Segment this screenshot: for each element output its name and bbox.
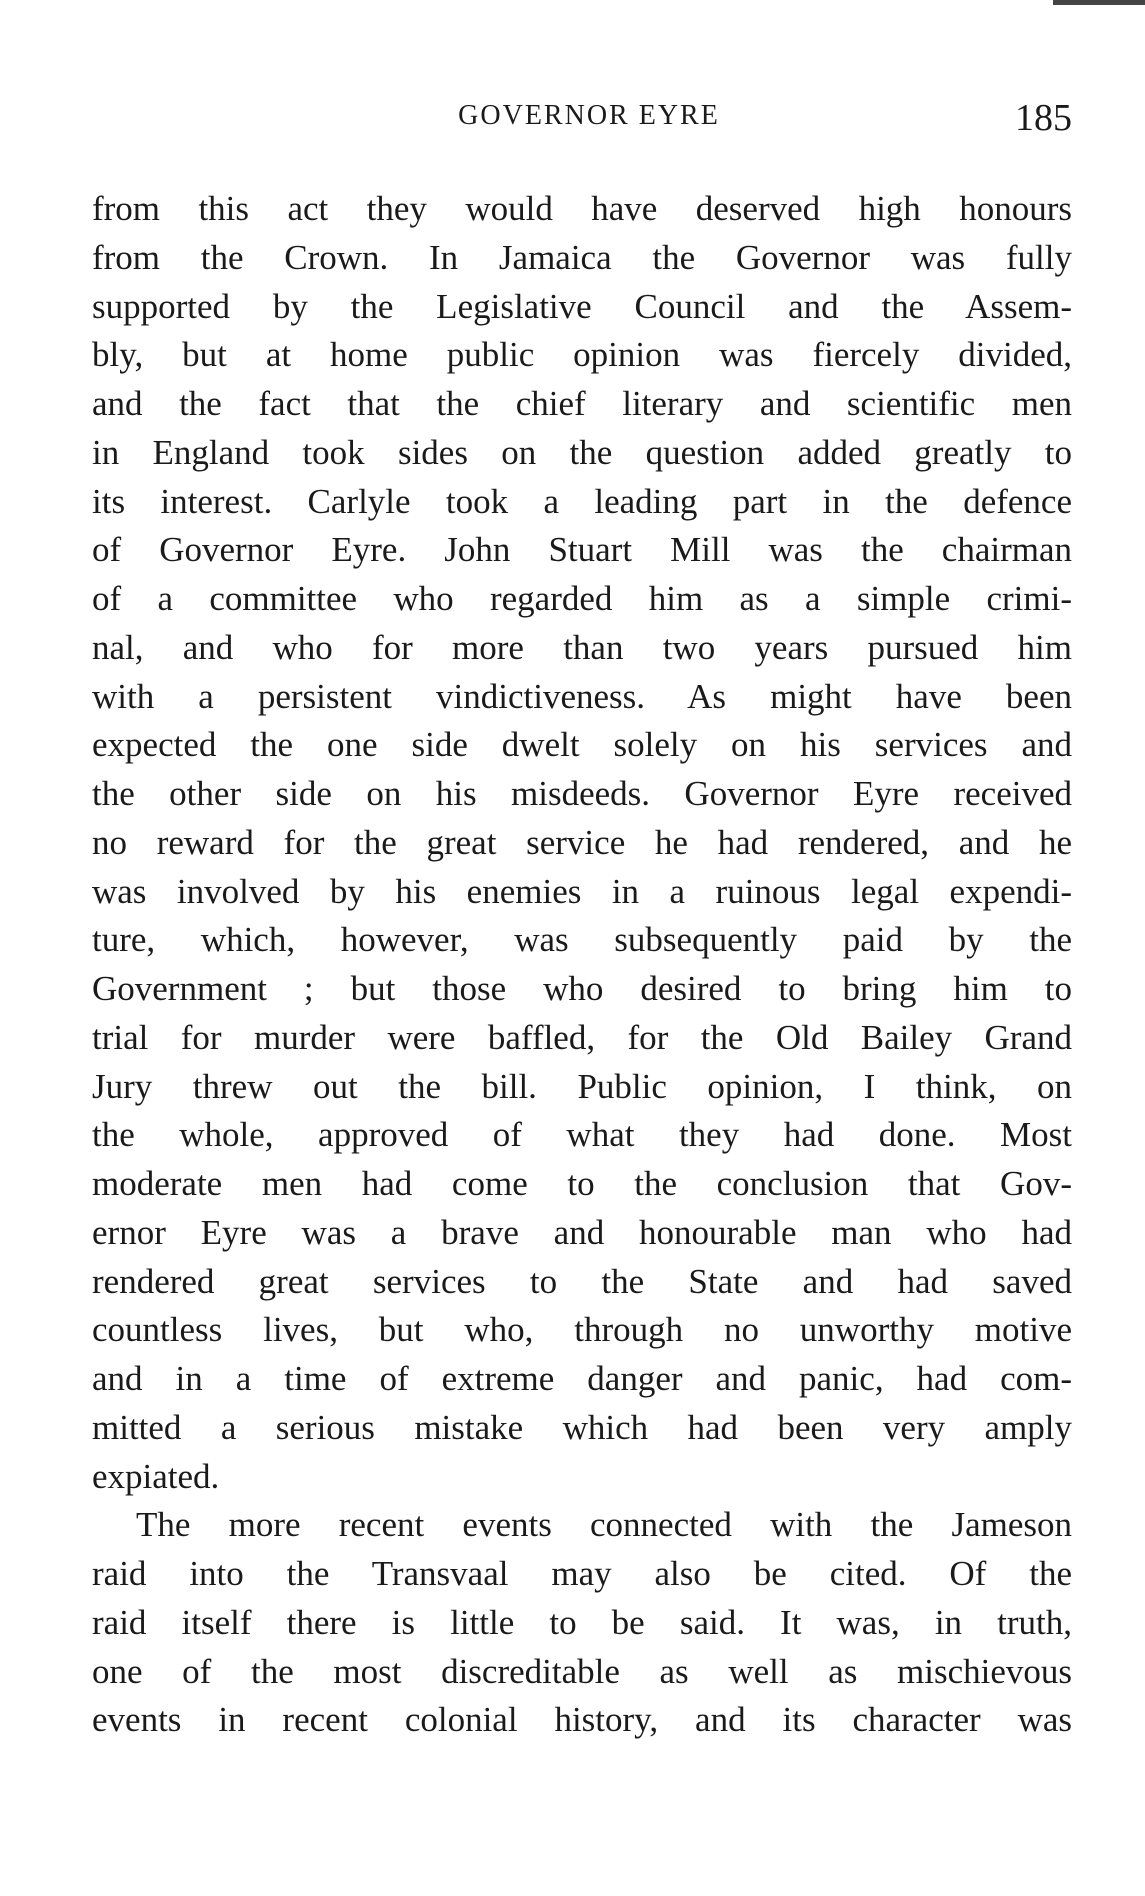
text-line: The more recent events connected with the Jameson	[136, 1505, 1072, 1545]
body-text	[92, 185, 1072, 1745]
text-line: and the fact that the chief literary and scientific men	[92, 384, 1072, 423]
text-line: no reward for the great service he had rendered, and he	[92, 822, 1072, 862]
text-line: and in a time of extreme danger and panic, had com-	[92, 1359, 1072, 1398]
text-line: events in recent colonial history, and its character was	[92, 1700, 1072, 1740]
paragraph-1	[92, 185, 1072, 1501]
text-line: Jury threw out the bill. Public opinion, I think, on	[92, 1066, 1072, 1106]
text-line: ernor Eyre was a brave and honourable man who had	[92, 1212, 1072, 1252]
text-line: expected the one side dwelt solely on his services and	[92, 725, 1072, 765]
page-header	[92, 96, 1072, 146]
text-line: in England took sides on the question added greatly to	[92, 432, 1072, 472]
text-line: one of the most discreditable as well as mischievous	[92, 1651, 1072, 1691]
text-line: its interest. Carlyle took a leading part in the defence	[92, 481, 1072, 521]
scan-edge-mark	[1053, 0, 1145, 5]
text-line: of Governor Eyre. John Stuart Mill was the chairman	[92, 530, 1072, 570]
paragraph-2	[92, 1501, 1072, 1745]
text-line: ture, which, however, was subsequently paid by the	[92, 920, 1072, 960]
text-line: of a committee who regarded him as a simple crimi-	[92, 579, 1072, 618]
text-line: nal, and who for more than two years pursued him	[92, 627, 1072, 667]
running-head: GOVERNOR EYRE	[458, 100, 720, 131]
text-line: Government ; but those who desired to bring him to	[92, 969, 1072, 1008]
text-line: raid into the Transvaal may also be cited. Of the	[92, 1554, 1072, 1593]
text-line: raid itself there is little to be said. It was, in truth,	[92, 1602, 1072, 1642]
text-line: mitted a serious mistake which had been very amply	[92, 1407, 1072, 1447]
text-line: trial for murder were baffled, for the Old Bailey Grand	[92, 1017, 1072, 1057]
text-line: was involved by his enemies in a ruinous legal expendi-	[92, 871, 1072, 911]
text-line: supported by the Legislative Council and the Assem-	[92, 286, 1072, 326]
text-line: rendered great services to the State and had saved	[92, 1261, 1072, 1301]
page-number: 185	[1015, 97, 1072, 139]
text-line: with a persistent vindictiveness. As might have been	[92, 676, 1072, 716]
text-line: from the Crown. In Jamaica the Governor was fully	[92, 237, 1072, 277]
text-line: expiated.	[92, 1456, 220, 1496]
text-line: the other side on his misdeeds. Governor Eyre received	[92, 774, 1072, 813]
text-line: bly, but at home public opinion was fiercely divided,	[92, 335, 1072, 375]
text-line: moderate men had come to the conclusion that Gov-	[92, 1164, 1072, 1203]
text-line: the whole, approved of what they had done. Most	[92, 1115, 1072, 1155]
text-line: countless lives, but who, through no unworthy motive	[92, 1310, 1072, 1350]
text-line: from this act they would have deserved high honours	[92, 189, 1072, 228]
